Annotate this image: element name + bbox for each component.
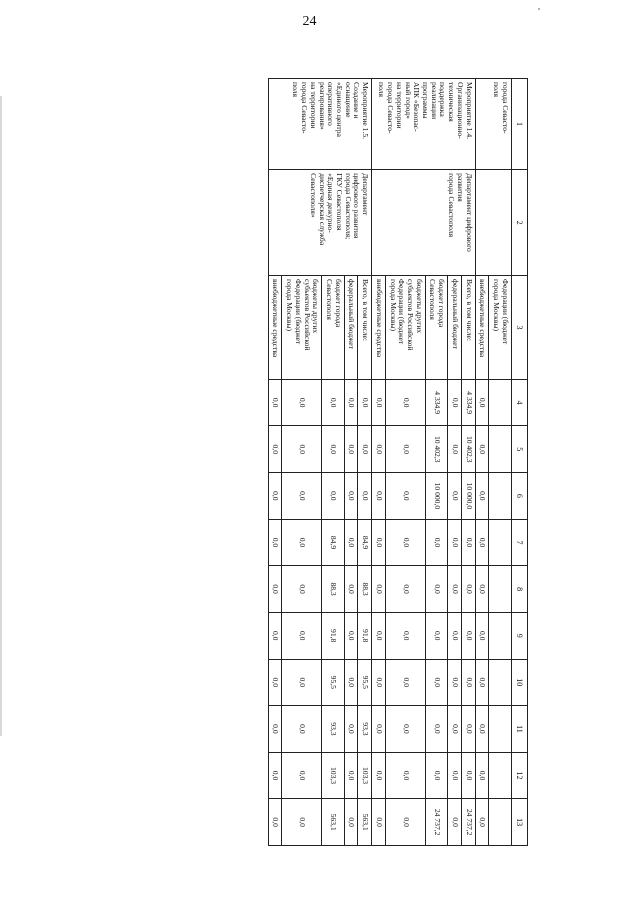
value-cell: 0,0 (344, 799, 358, 846)
value-cell: 0,0 (268, 566, 282, 613)
table-row (489, 79, 511, 846)
value-cell: 0,0 (448, 566, 462, 613)
value-cell: 0,0 (372, 706, 386, 753)
funding-source-cell: бюджеты других субъектов Российской Федерации (бюджет города Москвы) (385, 276, 425, 380)
value-cell: 0,0 (475, 706, 489, 753)
scan-speck (538, 8, 540, 10)
header-cell: 12 (511, 752, 527, 799)
value-cell: 0,0 (385, 706, 425, 753)
value-cell: 0,0 (282, 379, 322, 426)
value-cell (489, 473, 511, 520)
value-cell: 0,0 (344, 519, 358, 566)
value-cell: 0,0 (344, 659, 358, 706)
funding-source-cell: бюджет города Севастополя (425, 276, 447, 380)
value-cell: 0,0 (448, 473, 462, 520)
value-cell (489, 752, 511, 799)
value-cell (489, 519, 511, 566)
table-row (461, 79, 475, 846)
rotated-table-container (116, 78, 528, 846)
value-cell: 0,0 (344, 426, 358, 473)
value-cell: 563,1 (358, 799, 372, 846)
value-cell (489, 659, 511, 706)
value-cell: 4 334,9 (425, 379, 447, 426)
value-cell: 0,0 (372, 566, 386, 613)
value-cell: 0,0 (448, 799, 462, 846)
funding-table (268, 78, 528, 846)
header-cell: 1 (511, 79, 527, 170)
value-cell: 0,0 (344, 706, 358, 753)
measure-name-cell: Мероприятие 1.5. Создание и оснащение «Единого центра оперативного реагирования» на территории города Севасто- поля (268, 79, 371, 170)
responsible-cell: Департамент цифрового развития города Севастополя; ГКУ Севастополя «Единая дежурно- диспетчерская служба Севастополя» (268, 170, 371, 276)
value-cell: 0,0 (385, 799, 425, 846)
value-cell: 0,0 (268, 706, 282, 753)
header-cell: 9 (511, 612, 527, 659)
value-cell: 0,0 (372, 519, 386, 566)
value-cell: 88,3 (322, 566, 344, 613)
value-cell: 0,0 (385, 426, 425, 473)
value-cell: 0,0 (268, 379, 282, 426)
value-cell: 88,3 (358, 566, 372, 613)
header-cell: 4 (511, 379, 527, 426)
value-cell: 0,0 (475, 752, 489, 799)
value-cell: 95,5 (322, 659, 344, 706)
value-cell: 93,3 (322, 706, 344, 753)
value-cell: 0,0 (461, 612, 475, 659)
value-cell: 0,0 (425, 519, 447, 566)
measure-name-cell: Мероприятие 1.4. Организационно- техническая поддержка реализации программы АПК «Безопас- ный город» на территории города Севасто- поля (372, 79, 475, 170)
value-cell: 0,0 (448, 612, 462, 659)
value-cell: 93,3 (358, 706, 372, 753)
value-cell: 0,0 (282, 612, 322, 659)
value-cell: 0,0 (358, 473, 372, 520)
value-cell: 0,0 (475, 519, 489, 566)
funding-source-cell: бюджет города Севастополя (322, 276, 344, 380)
funding-source-cell: Всего, в том числе: (358, 276, 372, 380)
value-cell: 103,3 (322, 752, 344, 799)
funding-source-cell: Всего, в том числе: (461, 276, 475, 380)
value-cell: 0,0 (282, 519, 322, 566)
value-cell: 0,0 (282, 706, 322, 753)
value-cell: 0,0 (358, 379, 372, 426)
value-cell: 0,0 (448, 706, 462, 753)
funding-source-cell: внебюджетные средства (268, 276, 282, 380)
value-cell: 0,0 (461, 519, 475, 566)
value-cell (489, 799, 511, 846)
table-row (358, 79, 372, 846)
value-cell: 0,0 (358, 426, 372, 473)
value-cell: 0,0 (475, 799, 489, 846)
value-cell: 0,0 (461, 566, 475, 613)
value-cell: 0,0 (282, 799, 322, 846)
header-cell: 13 (511, 799, 527, 846)
value-cell: 0,0 (372, 659, 386, 706)
funding-source-cell: внебюджетные средства (372, 276, 386, 380)
value-cell: 0,0 (385, 379, 425, 426)
value-cell: 0,0 (344, 566, 358, 613)
value-cell: 0,0 (372, 426, 386, 473)
value-cell: 0,0 (282, 473, 322, 520)
value-cell: 91,8 (358, 612, 372, 659)
funding-source-cell: внебюджетные средства (475, 276, 489, 380)
value-cell: 0,0 (461, 659, 475, 706)
value-cell: 84,9 (322, 519, 344, 566)
value-cell: 0,0 (425, 752, 447, 799)
value-cell: 0,0 (268, 752, 282, 799)
value-cell: 0,0 (425, 612, 447, 659)
header-cell: 7 (511, 519, 527, 566)
value-cell: 0,0 (448, 379, 462, 426)
value-cell: 10 000,0 (461, 473, 475, 520)
value-cell (489, 612, 511, 659)
value-cell: 0,0 (268, 519, 282, 566)
funding-source-cell: федеральный бюджет (448, 276, 462, 380)
value-cell: 0,0 (385, 752, 425, 799)
value-cell: 0,0 (425, 566, 447, 613)
value-cell: 4 334,9 (461, 379, 475, 426)
value-cell: 0,0 (268, 612, 282, 659)
value-cell: 84,9 (358, 519, 372, 566)
value-cell: 0,0 (282, 426, 322, 473)
value-cell: 563,1 (322, 799, 344, 846)
value-cell: 0,0 (475, 659, 489, 706)
value-cell: 0,0 (282, 566, 322, 613)
value-cell (489, 566, 511, 613)
value-cell: 0,0 (344, 473, 358, 520)
measure-name-cell: города Севасто- поля (475, 79, 511, 170)
value-cell: 0,0 (475, 612, 489, 659)
value-cell: 0,0 (475, 473, 489, 520)
value-cell: 0,0 (461, 752, 475, 799)
value-cell: 0,0 (372, 799, 386, 846)
value-cell: 0,0 (372, 379, 386, 426)
responsible-cell: Департамент цифрового развития города Севастополя (372, 170, 475, 276)
value-cell: 103,3 (358, 752, 372, 799)
value-cell: 0,0 (372, 473, 386, 520)
value-cell: 0,0 (322, 426, 344, 473)
funding-source-cell: федеральный бюджет (344, 276, 358, 380)
value-cell (489, 426, 511, 473)
value-cell (489, 706, 511, 753)
value-cell: 0,0 (282, 752, 322, 799)
funding-source-cell: бюджеты других субъектов Российской Федерации (бюджет города Москвы) (282, 276, 322, 380)
value-cell: 95,5 (358, 659, 372, 706)
value-cell: 0,0 (425, 659, 447, 706)
value-cell: 0,0 (448, 426, 462, 473)
value-cell: 0,0 (268, 799, 282, 846)
value-cell: 10 402,3 (425, 426, 447, 473)
value-cell: 0,0 (344, 379, 358, 426)
value-cell: 0,0 (268, 426, 282, 473)
value-cell: 10 000,0 (425, 473, 447, 520)
header-row (511, 79, 527, 846)
header-cell: 8 (511, 566, 527, 613)
header-cell: 5 (511, 426, 527, 473)
value-cell: 0,0 (475, 379, 489, 426)
value-cell: 10 402,3 (461, 426, 475, 473)
value-cell: 0,0 (475, 426, 489, 473)
value-cell: 0,0 (385, 659, 425, 706)
value-cell (489, 379, 511, 426)
value-cell: 0,0 (448, 659, 462, 706)
value-cell: 0,0 (461, 706, 475, 753)
value-cell: 0,0 (448, 752, 462, 799)
value-cell: 0,0 (322, 473, 344, 520)
value-cell: 91,8 (322, 612, 344, 659)
header-cell: 10 (511, 659, 527, 706)
scan-edge-shadow (0, 96, 2, 736)
value-cell: 0,0 (475, 566, 489, 613)
header-cell: 11 (511, 706, 527, 753)
value-cell: 0,0 (344, 752, 358, 799)
value-cell: 0,0 (385, 519, 425, 566)
value-cell: 0,0 (282, 659, 322, 706)
value-cell: 0,0 (385, 612, 425, 659)
value-cell: 0,0 (385, 566, 425, 613)
value-cell: 24 737,2 (425, 799, 447, 846)
header-cell: 6 (511, 473, 527, 520)
value-cell: 0,0 (322, 379, 344, 426)
value-cell: 0,0 (372, 612, 386, 659)
value-cell: 0,0 (268, 473, 282, 520)
value-cell: 0,0 (448, 519, 462, 566)
page-number: 24 (302, 14, 317, 29)
value-cell: 0,0 (268, 659, 282, 706)
value-cell: 24 737,2 (461, 799, 475, 846)
value-cell: 0,0 (372, 752, 386, 799)
value-cell: 0,0 (344, 612, 358, 659)
responsible-cell (475, 170, 511, 276)
value-cell: 0,0 (385, 473, 425, 520)
header-cell: 2 (511, 170, 527, 276)
value-cell: 0,0 (425, 706, 447, 753)
header-cell: 3 (511, 276, 527, 380)
funding-source-cell: Федерации (бюджет города Москвы) (489, 276, 511, 380)
